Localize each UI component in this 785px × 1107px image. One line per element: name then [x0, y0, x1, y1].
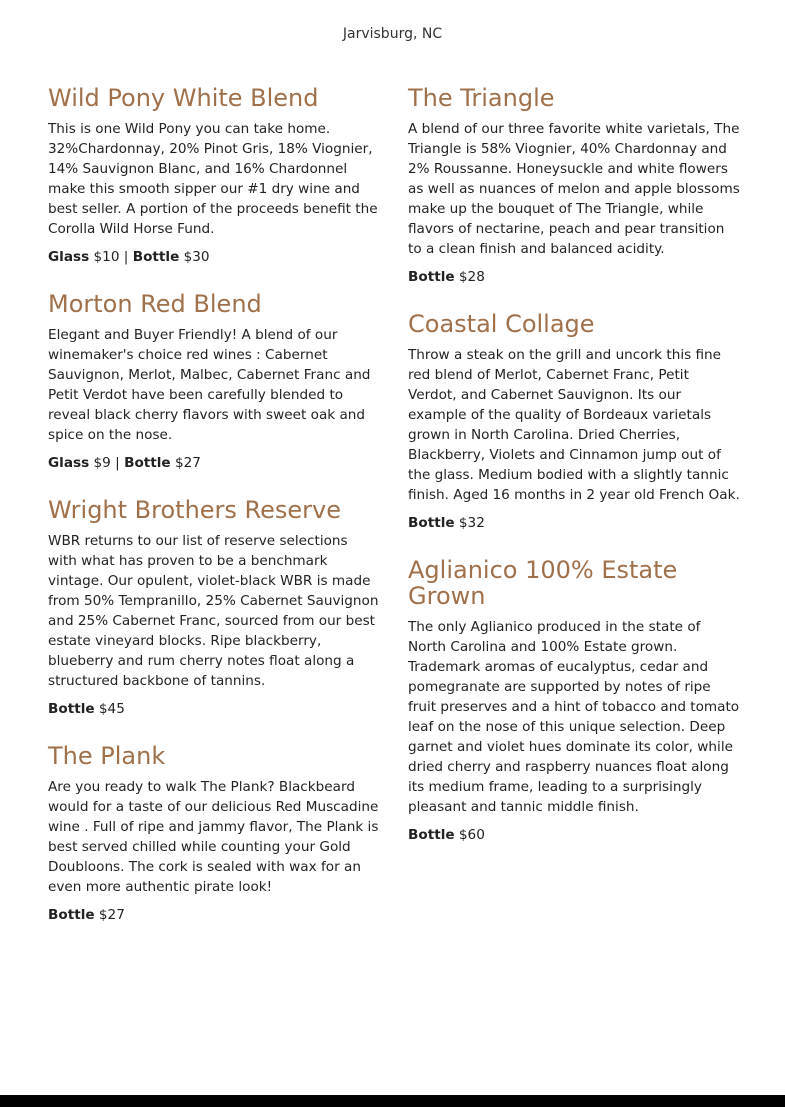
wine-price [408, 513, 740, 533]
wine-item [408, 557, 740, 845]
wine-list-right [408, 85, 740, 869]
wine-price [408, 267, 740, 287]
wine-description: The only Aglianico produced in the state of North Carolina and 100% Estate grown. Trademark aromas of eucalyptus, cedar and pomegranate are supported by notes of ripe fruit preserves and a hint of tobacco and tomato leaf on the nose of this unique selection. Deep garnet and violet hues dominate its color, while dried cherry and raspberry nuances float along its medium frame, leading to a surprisingly pleasant and tannic middle finish. [408, 619, 740, 815]
wine-description: WBR returns to our list of reserve selections with what has proven to be a benchmark vintage. Our opulent, violet-black WBR is made from 50% Tempranillo, 25% Cabernet Sauvignon and 25% Cabernet Franc, sourced from our best estate vineyard blocks. Ripe blackberry, blueberry and rum cherry notes float along a structured backbone of tannins. [48, 533, 379, 689]
bottle-price: $27 [98, 907, 125, 923]
bottle-label: Bottle [48, 701, 95, 717]
price-separator: | [123, 249, 129, 265]
wine-description: This is one Wild Pony you can take home. 32%Chardonnay, 20% Pinot Gris, 18% Viognier, 14% Sauvignon Blanc, and 16% Chardonnel make this smooth sipper our #1 dry wine and best seller. A portion of the proceeds benefit the Corolla Wild Horse Fund. [48, 121, 378, 237]
bottle-label: Bottle [124, 455, 171, 471]
bottle-label: Bottle [408, 269, 455, 285]
wine-item [408, 85, 740, 287]
wine-item [48, 85, 380, 267]
wine-name: Aglianico 100% Estate Grown [408, 556, 678, 610]
bottle-price: $27 [174, 455, 201, 471]
wine-name: Coastal Collage [408, 310, 595, 338]
wine-description: Throw a steak on the grill and uncork this fine red blend of Merlot, Cabernet Franc, Petit Verdot, and Cabernet Sauvignon. Its our example of the quality of Bordeaux varietals grown in North Carolina. Dried Cherries, Blackberry, Violets and Cinnamon jump out of the glass. Medium bodied with a slightly tannic finish. Aged 16 months in 2 year old French Oak. [408, 347, 740, 503]
wine-description: Elegant and Buyer Friendly! A blend of our winemaker's choice red wines : Cabernet Sauvignon, Merlot, Malbec, Cabernet Franc and Petit Verdot have been carefully blended to reveal black cherry flavors with sweet oak and spice on the nose. [48, 327, 371, 443]
wine-name: Wright Brothers Reserve [48, 496, 342, 524]
footer-bar [0, 1095, 785, 1107]
bottle-price: $60 [458, 827, 485, 843]
wine-name: Morton Red Blend [48, 290, 262, 318]
wine-description: Are you ready to walk The Plank? Blackbeard would for a taste of our delicious Red Muscadine wine . Full of ripe and jammy flavor, The Plank is best served chilled while counting your Gold Doubloons. The cork is sealed with wax for an even more authentic pirate look! [48, 779, 379, 895]
bottle-label: Bottle [408, 827, 455, 843]
wine-item [48, 743, 380, 925]
bottle-price: $32 [458, 515, 485, 531]
wine-price [48, 247, 380, 267]
wine-name: The Plank [48, 742, 166, 770]
location-text: Jarvisburg, NC [342, 26, 443, 42]
wine-name: Wild Pony White Blend [48, 84, 319, 112]
wine-item [48, 291, 380, 473]
glass-price: $10 [93, 249, 120, 265]
wine-item [48, 497, 380, 719]
bottle-label: Bottle [48, 907, 95, 923]
wine-description: A blend of our three favorite white varietals, The Triangle is 58% Viognier, 40% Chardonnay and 2% Roussanne. Honeysuckle and white flowers as well as nuances of melon and apple blossoms make up the bouquet of The Triangle, while flavors of nectarine, peach and pear transition to a clean finish and balanced acidity. [408, 121, 740, 257]
wine-item [408, 311, 740, 533]
bottle-price: $28 [458, 269, 485, 285]
glass-price: $9 [93, 455, 111, 471]
glass-label: Glass [48, 249, 90, 265]
glass-label: Glass [48, 455, 90, 471]
wine-price [48, 699, 380, 719]
bottle-price: $30 [183, 249, 210, 265]
wine-name: The Triangle [408, 84, 555, 112]
wine-price [48, 905, 380, 925]
wine-price [48, 453, 380, 473]
bottle-label: Bottle [132, 249, 180, 265]
bottle-price: $45 [98, 701, 125, 717]
price-separator: | [115, 455, 120, 471]
wine-list-left [48, 85, 380, 949]
bottle-label: Bottle [408, 515, 455, 531]
wine-price [408, 825, 740, 845]
